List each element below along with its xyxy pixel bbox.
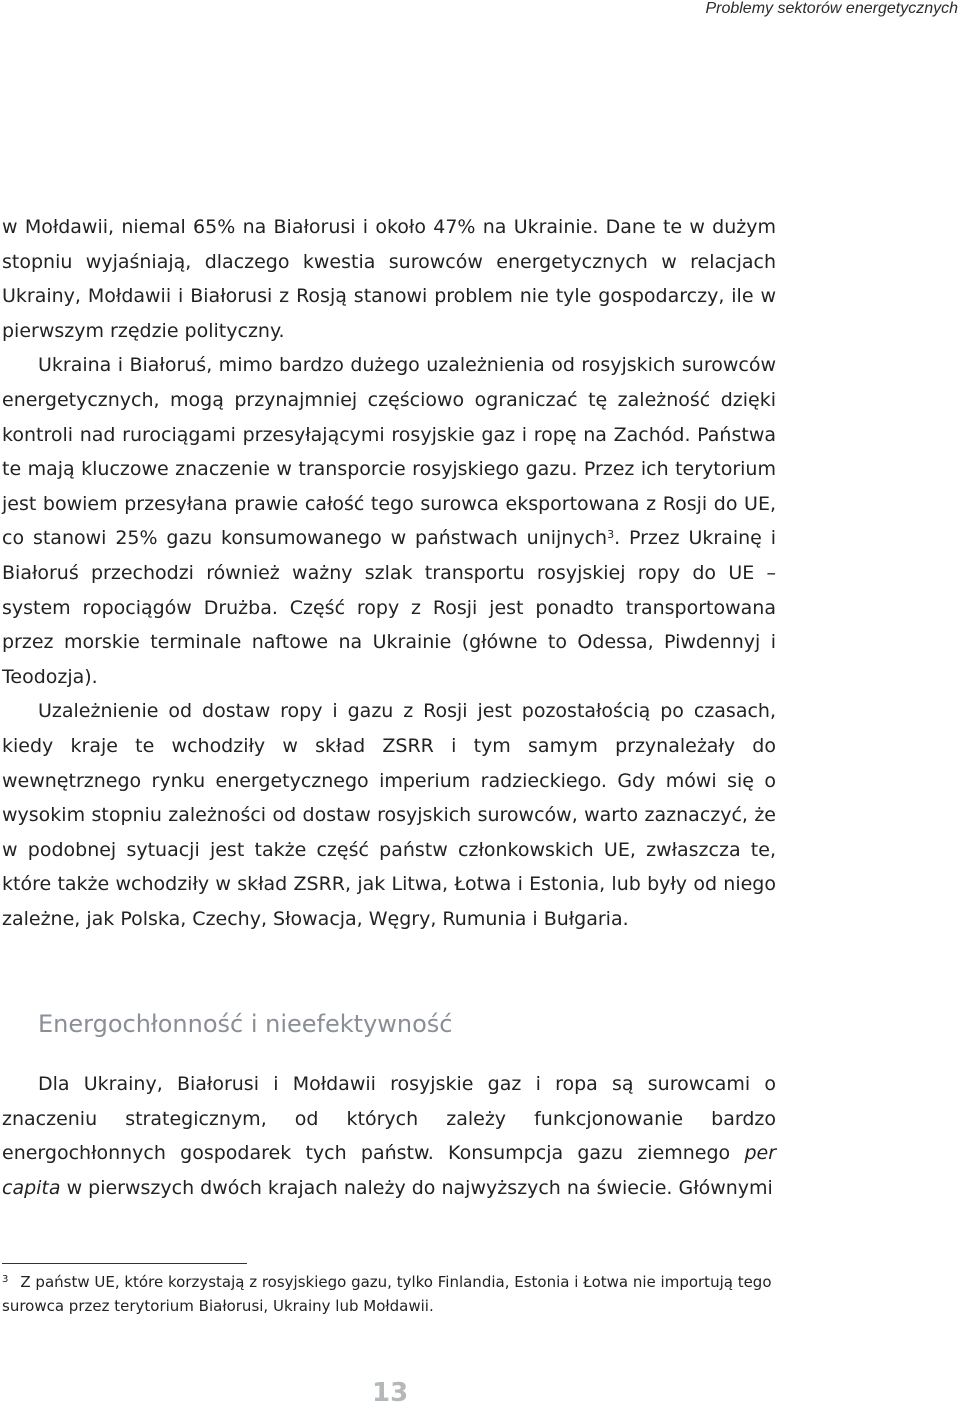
- footnote-mark: 3: [2, 1274, 9, 1285]
- paragraph-text: Ukraina i Białoruś, mimo bardzo dużego uzależnienia od rosyjskich surowców energetycznych, mogą przynajmniej częściowo ograniczać tę zależność dzięki kontroli nad rurociągami przesyłającymi rosyjskie gaz i ropę na Zachód. Państwa te mają kluczowe znaczenie w transporcie rosyjskiego gazu. Przez ich terytorium jest bowiem przesyłana prawie całość tego surowca eksportowana z Rosji do UE, co stanowi 25% gazu konsumowanego w państwach unijnych: [2, 354, 776, 550]
- page-number: 13: [372, 1378, 409, 1408]
- paragraph-text: . Przez Ukrainę i Białoruś przechodzi również ważny szlak transportu rosyjskiej ropy do UE – system ropociągów Drużba. Część ropy z Rosji jest ponadto transportowana przez morskie terminale naftowe na Ukrainie (główne to Odessa, Piwdennyj i Teodozja).: [2, 527, 776, 688]
- section-heading: Energochłonność i nieefektywność: [38, 1010, 453, 1038]
- paragraph: w Mołdawii, niemal 65% na Białorusi i około 47% na Ukrainie. Dane te w dużym stopniu wyjaśniają, dlaczego kwestia surowców energetycznych w relacjach Ukrainy, Mołdawii i Białorusi z Rosją stanowi problem nie tyle gospodarczy, ile w pierwszym rzędzie polityczny.: [2, 216, 776, 342]
- section-text: [2, 1067, 776, 1205]
- paragraph: Uzależnienie od dostaw ropy i gazu z Rosji jest pozostałością po czasach, kiedy kraje te wchodziły w skład ZSRR i tym samym przynależały do wewnętrznego rynku energetycznego imperium radzieckiego. Gdy mówi się o wysokim stopniu zależności od dostaw rosyjskich surowców, warto zaznaczyć, że w podobnej sytuacji jest także część państw członkowskich UE, zwłaszcza te, które także wchodziły w skład ZSRR, jak Litwa, Łotwa i Estonia, lub były od niego zależne, jak Polska, Czechy, Słowacja, Węgry, Rumunia i Bułgaria.: [2, 700, 776, 930]
- footnote: [2, 1268, 778, 1318]
- paragraph: [2, 348, 776, 694]
- footnote-separator: [2, 1263, 247, 1264]
- paragraph: [2, 1067, 776, 1205]
- footnote-text: Z państw UE, które korzystają z rosyjskiego gazu, tylko Finlandia, Estonia i Łotwa nie importują tego surowca przez terytorium Białorusi, Ukrainy lub Mołdawii.: [2, 1273, 772, 1315]
- paragraph-text: Dla Ukrainy, Białorusi i Mołdawii rosyjskie gaz i ropa są surowcami o znaczeniu strategicznym, od których zależy funkcjonowanie bardzo energochłonnych gospodarek tych państw. Konsumpcja gazu ziemnego: [2, 1073, 776, 1165]
- paragraph-text: w pierwszych dwóch krajach należy do najwyższych na świecie. Głównymi: [66, 1176, 773, 1199]
- running-head: Problemy sektorów energetycznych: [705, 0, 958, 17]
- footnote-reference[interactable]: 3: [607, 528, 615, 542]
- italic-term: per capita: [2, 1142, 776, 1199]
- main-text: [2, 210, 776, 936]
